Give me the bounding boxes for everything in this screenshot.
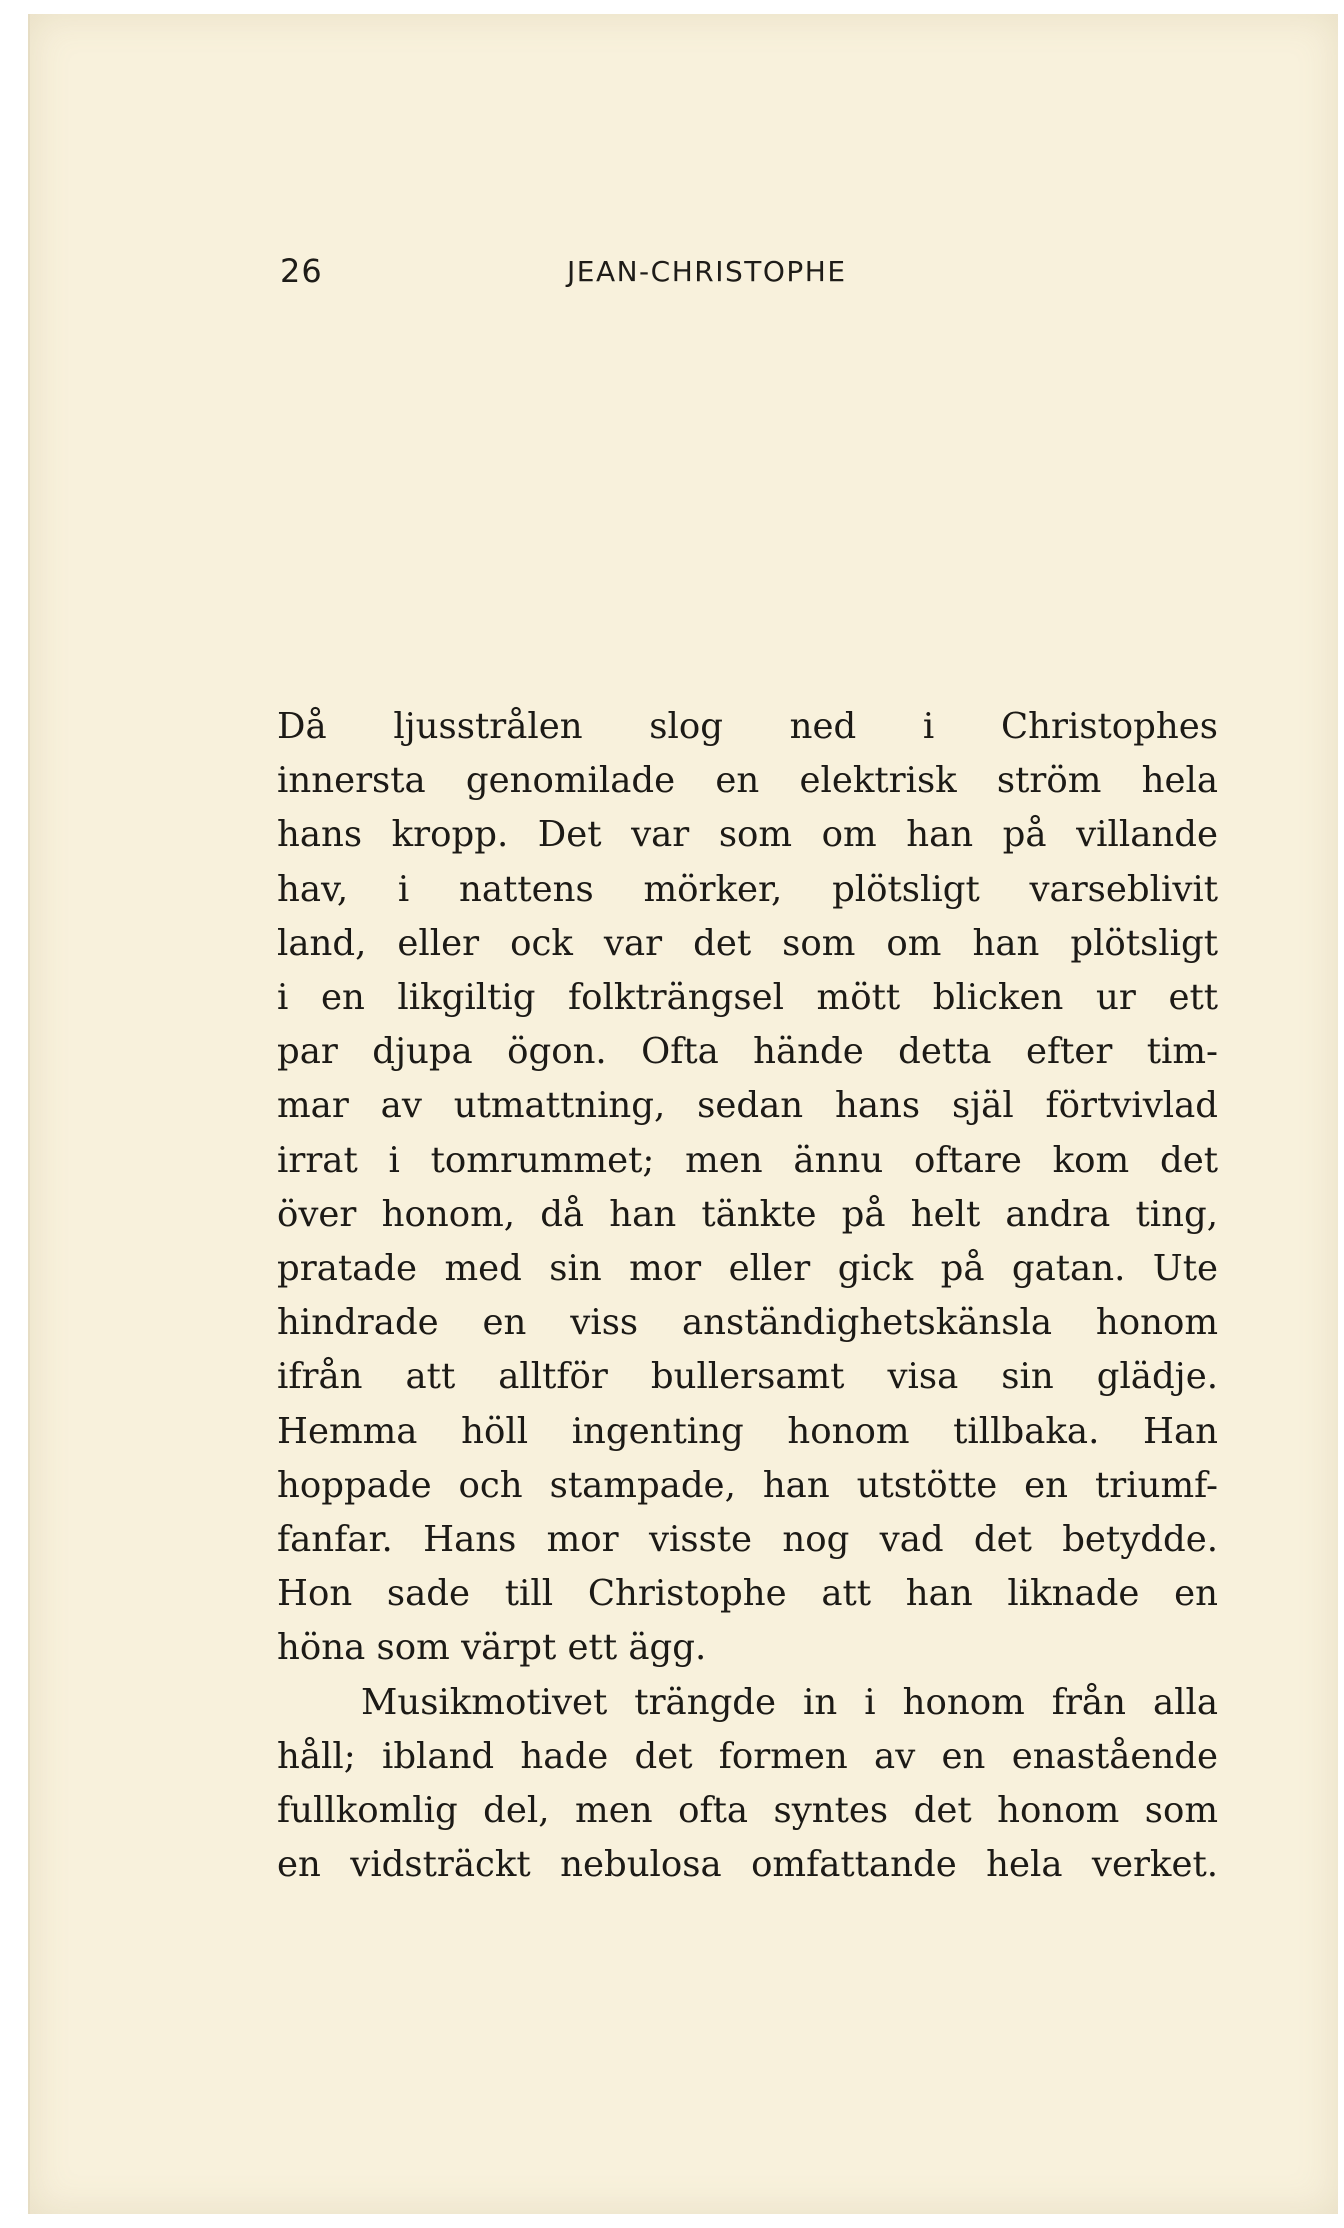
text-line: fullkomlig del, men ofta syntes det honom som bbox=[277, 1790, 1218, 1832]
text-line: fanfar. Hans mor visste nog vad det betydde. bbox=[277, 1519, 1218, 1561]
text-line: Hon sade till Christophe att han liknade en bbox=[277, 1573, 1218, 1615]
text-line: håll; ibland hade det formen av en enastående bbox=[277, 1735, 1218, 1777]
text-line: hoppade och stampade, han utstötte en triumf- bbox=[277, 1464, 1218, 1506]
body-text bbox=[277, 700, 1218, 1892]
text-line: en vidsträckt nebulosa omfattande hela verket. bbox=[277, 1844, 1218, 1886]
paragraph-1 bbox=[277, 700, 1218, 1676]
text-line: pratade med sin mor eller gick på gatan. Ute bbox=[277, 1248, 1218, 1290]
page-number: 26 bbox=[280, 252, 323, 290]
text-line: Hemma höll ingenting honom tillbaka. Han bbox=[277, 1410, 1218, 1452]
text-line: innersta genomilade en elektrisk ström hela bbox=[277, 760, 1218, 802]
text-line: hans kropp. Det var som om han på villande bbox=[277, 814, 1218, 856]
text-line: mar av utmattning, sedan hans själ förtvivlad bbox=[277, 1085, 1218, 1127]
text-line: över honom, då han tänkte på helt andra ting, bbox=[277, 1193, 1218, 1235]
text-line: land, eller ock var det som om han plötsligt bbox=[277, 922, 1218, 964]
book-page bbox=[28, 14, 1338, 2214]
text-line: hav, i nattens mörker, plötsligt varseblivit bbox=[277, 868, 1218, 910]
text-line: i en likgiltig folkträngsel mött blicken ur ett bbox=[277, 977, 1218, 1019]
text-line: par djupa ögon. Ofta hände detta efter tim- bbox=[277, 1031, 1218, 1073]
text-line: Då ljusstrålen slog ned i Christophes bbox=[277, 706, 1218, 747]
text-line: ifrån att alltför bullersamt visa sin glädje. bbox=[277, 1356, 1218, 1398]
paragraph-2 bbox=[277, 1676, 1218, 1893]
page-header bbox=[30, 252, 1338, 292]
running-head: JEAN-CHRISTOPHE bbox=[567, 255, 847, 288]
text-line: hindrade en viss anständighetskänsla honom bbox=[277, 1302, 1218, 1344]
text-line: Musikmotivet trängde in i honom från alla bbox=[361, 1681, 1218, 1723]
text-line: höna som värpt ett ägg. bbox=[277, 1627, 707, 1669]
text-line: irrat i tomrummet; men ännu oftare kom det bbox=[277, 1139, 1218, 1181]
